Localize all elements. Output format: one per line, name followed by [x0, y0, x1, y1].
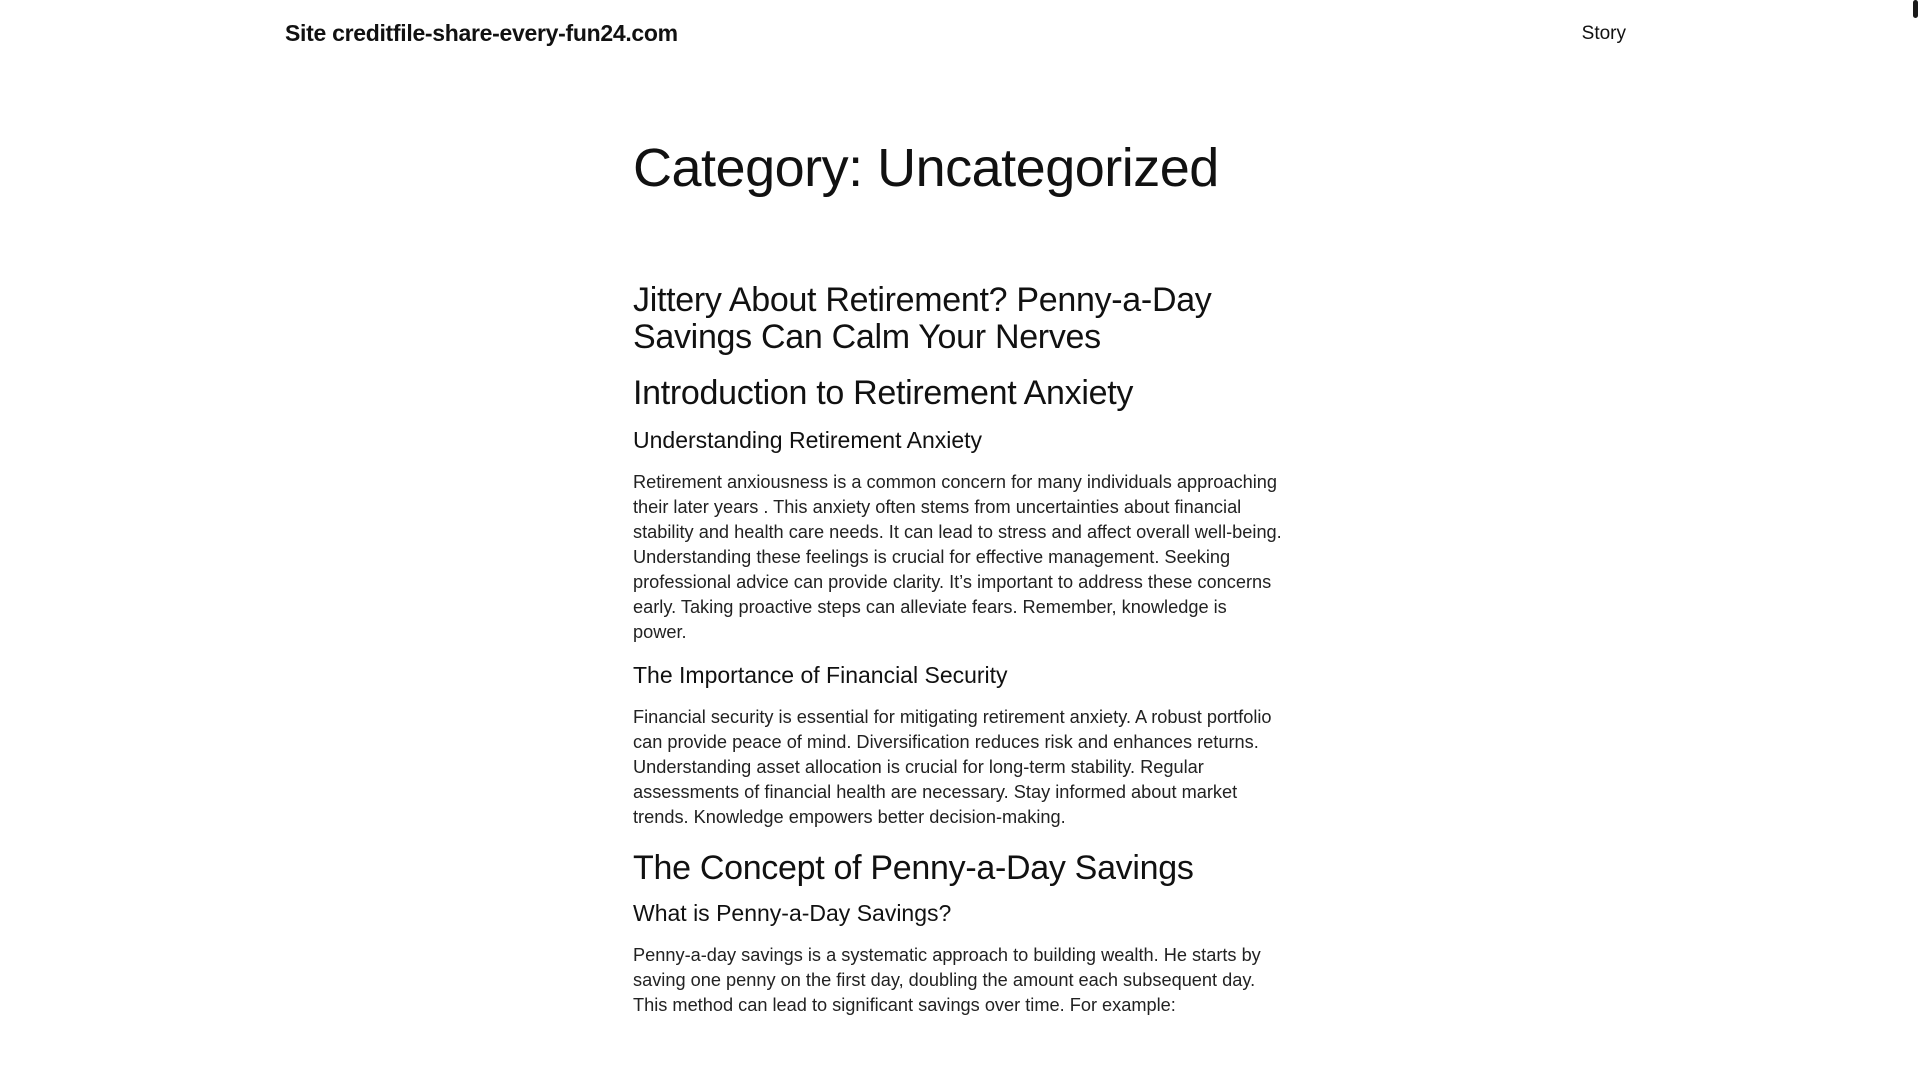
subsection-heading-financial-security: The Importance of Financial Security	[633, 662, 1008, 688]
paragraph-understanding-anxiety: Retirement anxiousness is a common concern for many individuals approaching their later years . This anxiety often stems from uncertainties about financial stability and health care needs. It can lead to stress and affect overall well-being. Understanding these feelings is crucial for effective management. Seeking professional advice can provide clarity. It’s important to address these concerns early. Taking proactive steps can alleviate fears. Remember, knowledge is power.	[633, 472, 1282, 642]
scrollbar-thumb[interactable]	[1913, 0, 1918, 18]
section-heading-introduction: Introduction to Retirement Anxiety	[633, 374, 1134, 412]
nav-item-story[interactable]: Story	[1581, 23, 1626, 44]
paragraph-financial-security: Financial security is essential for mitigating retirement anxiety. A robust portfolio can provide peace of mind. Diversification reduces risk and enhances returns. Understanding asset allocation is crucial for long-term stability. Regular assessments of financial health are necessary. Stay informed about market trends. Knowledge empowers better decision-making.	[633, 707, 1272, 827]
subsection-heading-understanding-anxiety: Understanding Retirement Anxiety	[633, 427, 983, 453]
paragraph-what-is-penny: Penny-a-day savings is a systematic approach to building wealth. He starts by saving one penny on the first day, doubling the amount each subsequent day. This method can lead to significant savings over time. For example:	[633, 945, 1261, 1015]
archive-title: Category: Uncategorized	[633, 138, 1219, 198]
post-title-link[interactable]: Jittery About Retirement? Penny-a-Day Savings Can Calm Your Nerves	[633, 281, 1212, 356]
post-article	[633, 282, 1283, 1018]
subsection-heading-what-is-penny: What is Penny-a-Day Savings?	[633, 900, 952, 926]
site-title-link[interactable]: Site creditfile-share-every-fun24.com	[285, 20, 678, 46]
section-heading-penny-concept: The Concept of Penny-a-Day Savings	[633, 849, 1194, 887]
site-header	[0, 0, 1920, 72]
